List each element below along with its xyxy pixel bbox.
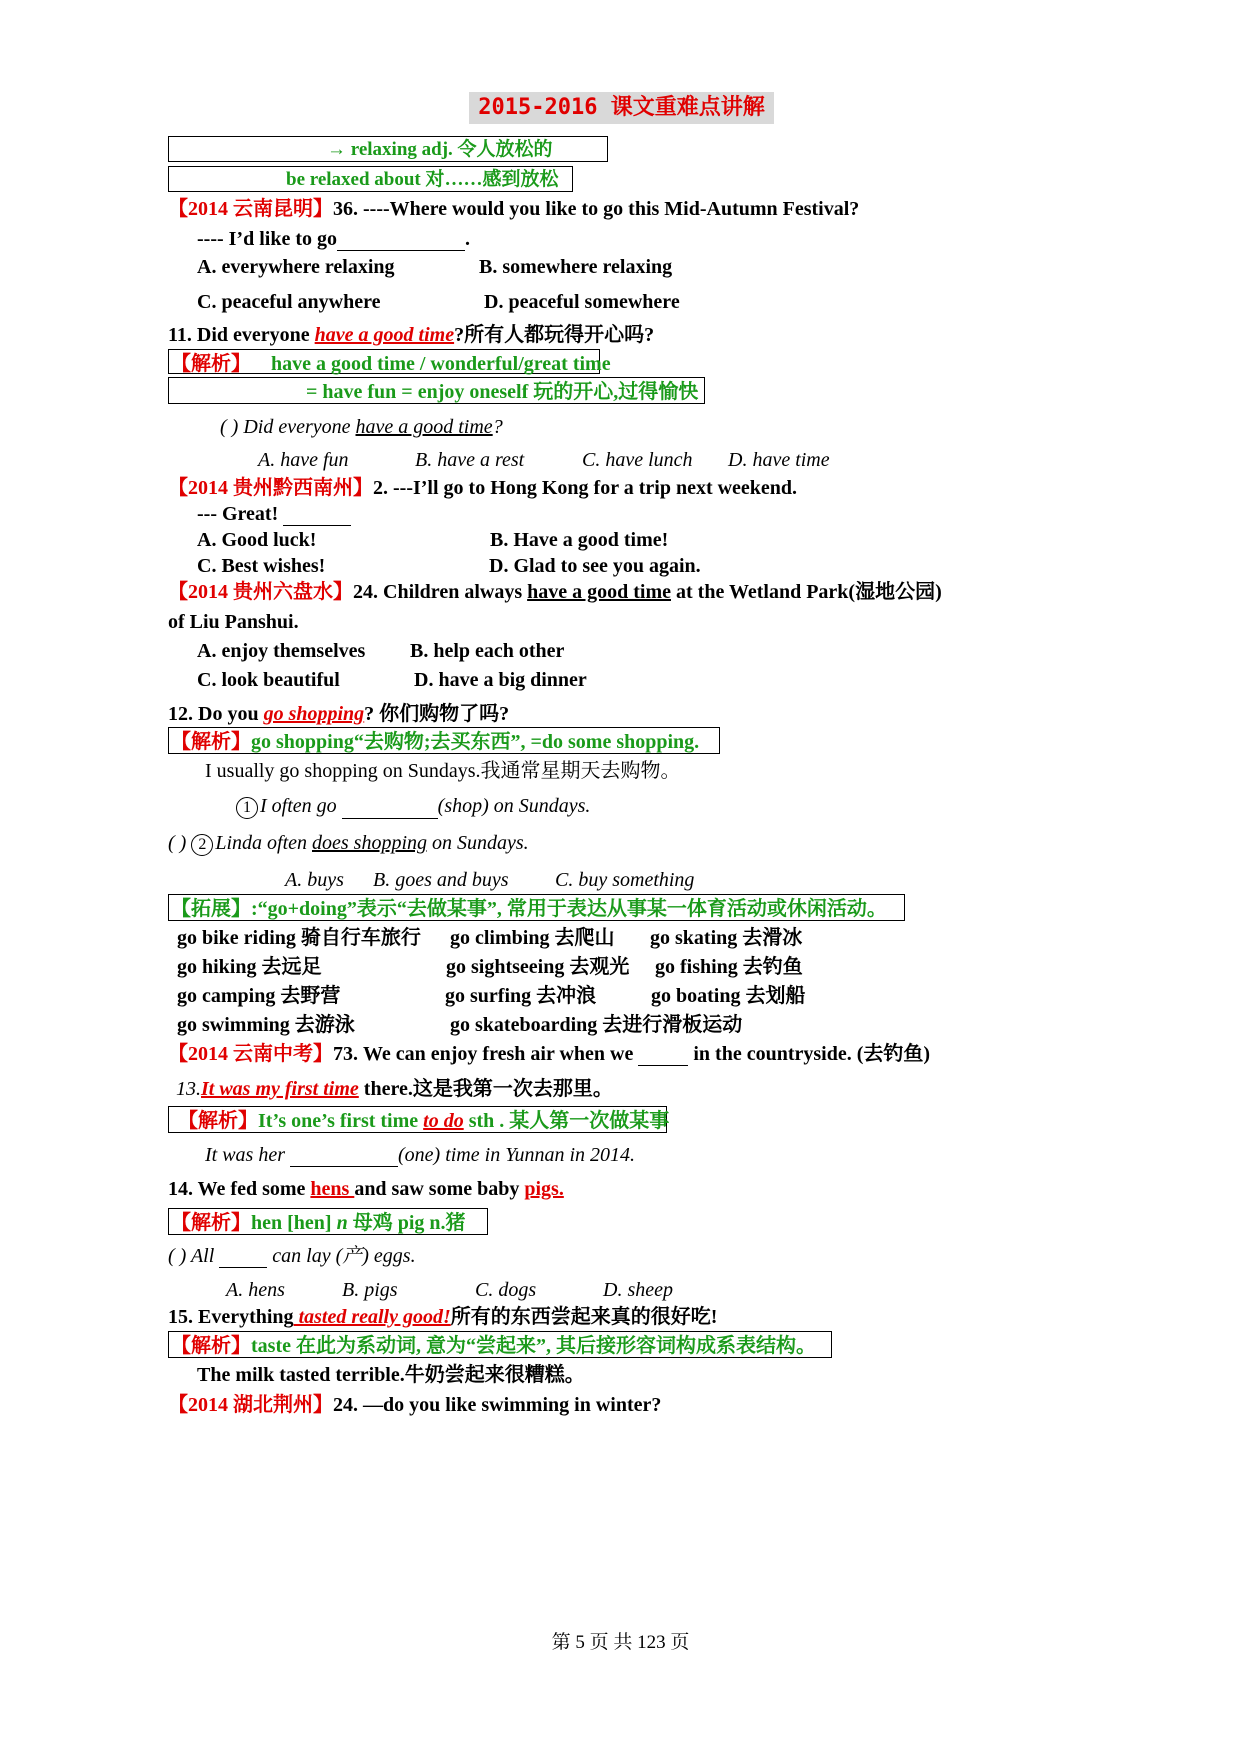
question-24	[168, 580, 942, 604]
option-d: D. sheep	[603, 1279, 673, 1301]
underlined-phrase: have a good time	[527, 581, 671, 603]
item-middle: and saw some baby	[354, 1178, 525, 1200]
option-c: C. have lunch	[582, 449, 693, 471]
answer-blank	[337, 230, 465, 251]
analysis-box-2: = have fun = enjoy oneself 玩的开心,过得愉快	[168, 377, 705, 404]
exercise-line	[220, 415, 503, 439]
answer-blank	[638, 1045, 688, 1066]
circled-number: 1	[236, 797, 258, 819]
exercise-text: ( ) All	[168, 1245, 220, 1267]
question-text: 36. ----Where would you like to go this Mid-Autumn Festival?	[333, 198, 860, 220]
item-suffix: ? 你们购物了吗?	[364, 703, 510, 725]
answer-line: ---- I’d like to go .	[197, 228, 470, 250]
key-phrase: have a good time	[314, 324, 455, 346]
answer-blank	[219, 1247, 267, 1268]
key-word-pigs: pigs.	[524, 1178, 564, 1200]
option-a: A. everywhere relaxing	[197, 256, 395, 278]
question-line-2: of Liu Panshui.	[168, 611, 299, 633]
go-item: go swimming 去游泳	[177, 1014, 355, 1036]
option-c: C. Best wishes!	[197, 555, 326, 577]
analysis-text-end: sth . 某人第一次做某事	[463, 1110, 670, 1132]
option-d: D. have a big dinner	[414, 669, 587, 691]
analysis-box	[168, 1106, 670, 1133]
answer-prefix: ---- I’d like to go	[197, 228, 337, 250]
option-d: D. Glad to see you again.	[489, 555, 701, 577]
question-24b	[168, 1393, 661, 1417]
question-text: 24. Children always	[353, 581, 528, 603]
underlined-phrase: does shopping	[312, 832, 427, 854]
question-text: 2. ---I’ll go to Hong Kong for a trip next weekend.	[373, 477, 798, 499]
exam-source-tag: 【2014 贵州黔西南州】	[168, 477, 373, 499]
question-36	[168, 197, 859, 221]
analysis-tag: 【解析】	[171, 731, 251, 753]
answer-blank	[283, 505, 351, 526]
go-item: go climbing 去爬山	[450, 927, 615, 949]
exam-source-tag: 【2014 贵州六盘水】	[168, 581, 353, 603]
go-item: go sightseeing 去观光	[446, 956, 630, 978]
answer-line	[197, 502, 351, 526]
option-a: A. have fun	[258, 449, 349, 471]
exercise-text-end: on Sundays.	[427, 832, 529, 854]
example-sentence: I usually go shopping on Sundays.我通常星期天去购物。	[205, 760, 681, 782]
analysis-text-end: 母鸡 pig n.猪	[347, 1212, 466, 1234]
go-item: go skating 去滑冰	[650, 927, 803, 949]
analysis-box	[168, 1331, 832, 1358]
option-b: B. Have a good time!	[490, 529, 669, 551]
note-box-relaxed-about: be relaxed about 对……感到放松	[168, 166, 573, 192]
key-word-hens: hens	[310, 1178, 355, 1200]
analysis-box	[168, 349, 611, 375]
question-text-end: in the countryside. (去钓鱼)	[688, 1043, 931, 1065]
exercise-text: It was her	[205, 1144, 290, 1166]
option-b: B. help each other	[410, 640, 565, 662]
item-prefix: 12. Do you	[168, 703, 264, 725]
item-suffix: ?所有人都玩得开心吗?	[454, 324, 655, 346]
exercise-phrase: have a good time	[355, 416, 493, 438]
exercise-text-end: (shop) on Sundays.	[437, 795, 591, 817]
question-text: 24. —do you like swimming in winter?	[333, 1394, 662, 1416]
analysis-tag: 【解析】	[171, 353, 251, 375]
option-c: C. look beautiful	[197, 669, 340, 691]
option-b: B. pigs	[342, 1279, 398, 1301]
answer-prefix: --- Great!	[197, 503, 284, 525]
extension-box: 【拓展】:“go+doing”表示“去做某事”, 常用于表达从事某一体育活动或休闲活动。	[168, 894, 905, 921]
option-c: C. buy something	[555, 869, 695, 891]
analysis-tag: 【解析】	[171, 1335, 251, 1357]
exam-source-tag: 【2014 云南昆明】	[168, 198, 333, 220]
exercise-2	[168, 831, 529, 856]
exercise-1	[236, 794, 590, 819]
option-b: B. have a rest	[415, 449, 525, 471]
question-text-end: at the Wetland Park(湿地公园)	[671, 581, 942, 603]
option-b: B. goes and buys	[373, 869, 509, 891]
key-phrase: to do	[423, 1110, 464, 1132]
analysis-text: have a good time / wonderful/great time	[271, 353, 611, 375]
exercise-line	[168, 1244, 416, 1268]
option-b: B. somewhere relaxing	[479, 256, 673, 278]
option-a: A. Good luck!	[197, 529, 317, 551]
item-15-heading	[168, 1305, 717, 1329]
analysis-text: hen [hen]	[251, 1212, 337, 1234]
item-prefix: 15. Everything	[168, 1306, 294, 1328]
question-2	[168, 476, 797, 500]
option-a: A. hens	[226, 1279, 285, 1301]
analysis-text: It’s one’s first time	[258, 1110, 424, 1132]
item-13-heading	[176, 1077, 613, 1101]
analysis-box	[168, 1208, 488, 1235]
question-73	[168, 1042, 930, 1066]
exercise-line	[205, 1143, 635, 1167]
note-box-relaxing: → relaxing adj. 令人放松的	[168, 136, 608, 162]
page-title: 2015-2016 课文重难点讲解	[469, 92, 774, 124]
item-suffix: 所有的东西尝起来真的很好吃!	[450, 1306, 718, 1328]
analysis-tag: 【解析】	[178, 1110, 258, 1132]
answer-blank	[290, 1146, 398, 1167]
option-c: C. dogs	[475, 1279, 537, 1301]
exam-source-tag: 【2014 湖北荆州】	[168, 1394, 333, 1416]
exercise-text-end: (one) time in Yunnan in 2014.	[398, 1144, 636, 1166]
go-item: go hiking 去远足	[177, 956, 322, 978]
option-a: A. enjoy themselves	[197, 640, 366, 662]
example-sentence: The milk tasted terrible.牛奶尝起来很糟糕。	[197, 1364, 585, 1386]
question-text: 73. We can enjoy fresh air when we	[333, 1043, 639, 1065]
analysis-box	[168, 727, 720, 754]
exercise-text: ( ) Did everyone	[220, 416, 356, 438]
item-14-heading	[168, 1177, 564, 1201]
exercise-paren: ( )	[168, 832, 192, 854]
key-phrase: go shopping	[263, 703, 365, 725]
exercise-text-end: can lay (产) eggs.	[267, 1245, 416, 1267]
item-prefix: 14. We fed some	[168, 1178, 311, 1200]
item-suffix: there.这是我第一次去那里。	[358, 1078, 613, 1100]
analysis-text: taste 在此为系动词, 意为“尝起来”, 其后接形容词构成系表结构。	[251, 1335, 816, 1357]
go-item: go skateboarding 去进行滑板运动	[450, 1014, 743, 1036]
go-item: go fishing 去钓鱼	[655, 956, 803, 978]
option-c: C. peaceful anywhere	[197, 291, 381, 313]
answer-blank	[342, 798, 438, 819]
page-footer: 第 5 页 共 123 页	[551, 1632, 690, 1653]
analysis-text: go shopping“去购物;去买东西”, =do some shopping.	[251, 731, 700, 753]
option-d: D. have time	[728, 449, 830, 471]
go-item: go boating 去划船	[651, 985, 806, 1007]
circled-number: 2	[191, 834, 213, 856]
item-prefix: 11. Did everyone	[168, 324, 315, 346]
option-a: A. buys	[285, 869, 344, 891]
exercise-text: Linda often	[215, 832, 312, 854]
exercise-text: I often go	[260, 795, 342, 817]
analysis-pos: n	[336, 1212, 348, 1234]
analysis-tag: 【解析】	[171, 1212, 251, 1234]
item-number: 13.	[176, 1078, 201, 1100]
key-phrase: It was my first time	[201, 1078, 359, 1100]
item-11-heading	[168, 323, 654, 347]
option-d: D. peaceful somewhere	[484, 291, 680, 313]
go-item: go bike riding 骑自行车旅行	[177, 927, 421, 949]
go-item: go camping 去野营	[177, 985, 341, 1007]
go-item: go surfing 去冲浪	[445, 985, 597, 1007]
item-12-heading	[168, 702, 509, 726]
exercise-end: ?	[492, 416, 503, 438]
key-phrase: tasted really good!	[293, 1306, 451, 1328]
exam-source-tag: 【2014 云南中考】	[168, 1043, 333, 1065]
